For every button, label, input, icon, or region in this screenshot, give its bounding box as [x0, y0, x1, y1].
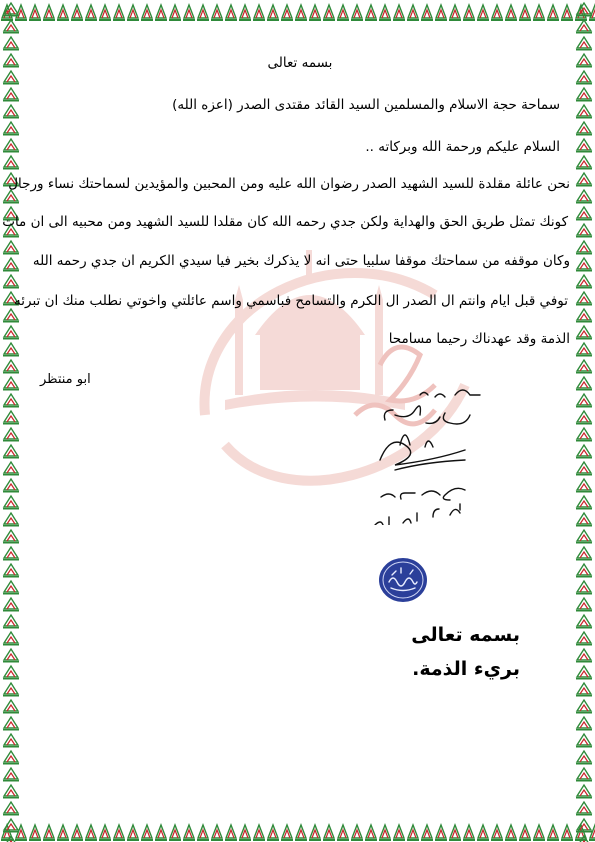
letter-line-6: توفي قبل ايام وانتم ال الصدر ال الكرم والتسامح فباسمي واسم عائلتي واخوتي نطلب منك ان تبرئه: [14, 293, 568, 309]
letter-line-1: سماحة حجة الاسلام والمسلمين السيد القائد مقتدى الصدر (اعزه الله): [172, 97, 560, 113]
reply-block: [360, 618, 520, 686]
reply-line-2: بريء الذمة.: [412, 658, 520, 680]
letter-line-5: وكان موقفه من سماحتك موقفا سلبيا حتى انه لا يذكرك بخير فيا سيدي الكريم ان جدي رحمه الله: [32, 253, 570, 269]
letter-line-7: الذمة وقد عهدناك رحيما مسامحا: [388, 331, 570, 347]
decorative-border-left: [0, 0, 22, 842]
sender-name: ابو منتظر: [40, 372, 91, 387]
letter-line-3: نحن عائلة مقلدة للسيد الشهيد الصدر رضوان الله عليه ومن المحبين والمؤيدين لسماحتك نساء ورجال: [8, 176, 570, 192]
reply-line-1: بسمه تعالى: [411, 624, 520, 646]
official-seal: [377, 555, 429, 605]
decorative-border-right: [573, 0, 595, 842]
letter-line-4: كونك تمثل طريق الحق والهداية ولكن جدي رحمه الله كان مقلدا للسيد الشهيد ومن محبيه الى ان مات: [2, 214, 568, 230]
letter-line-2: السلام عليكم ورحمة الله وبركاته ..: [365, 139, 560, 155]
letter-opening: بسمه تعالى: [267, 55, 333, 71]
handwritten-signature: [345, 375, 495, 525]
